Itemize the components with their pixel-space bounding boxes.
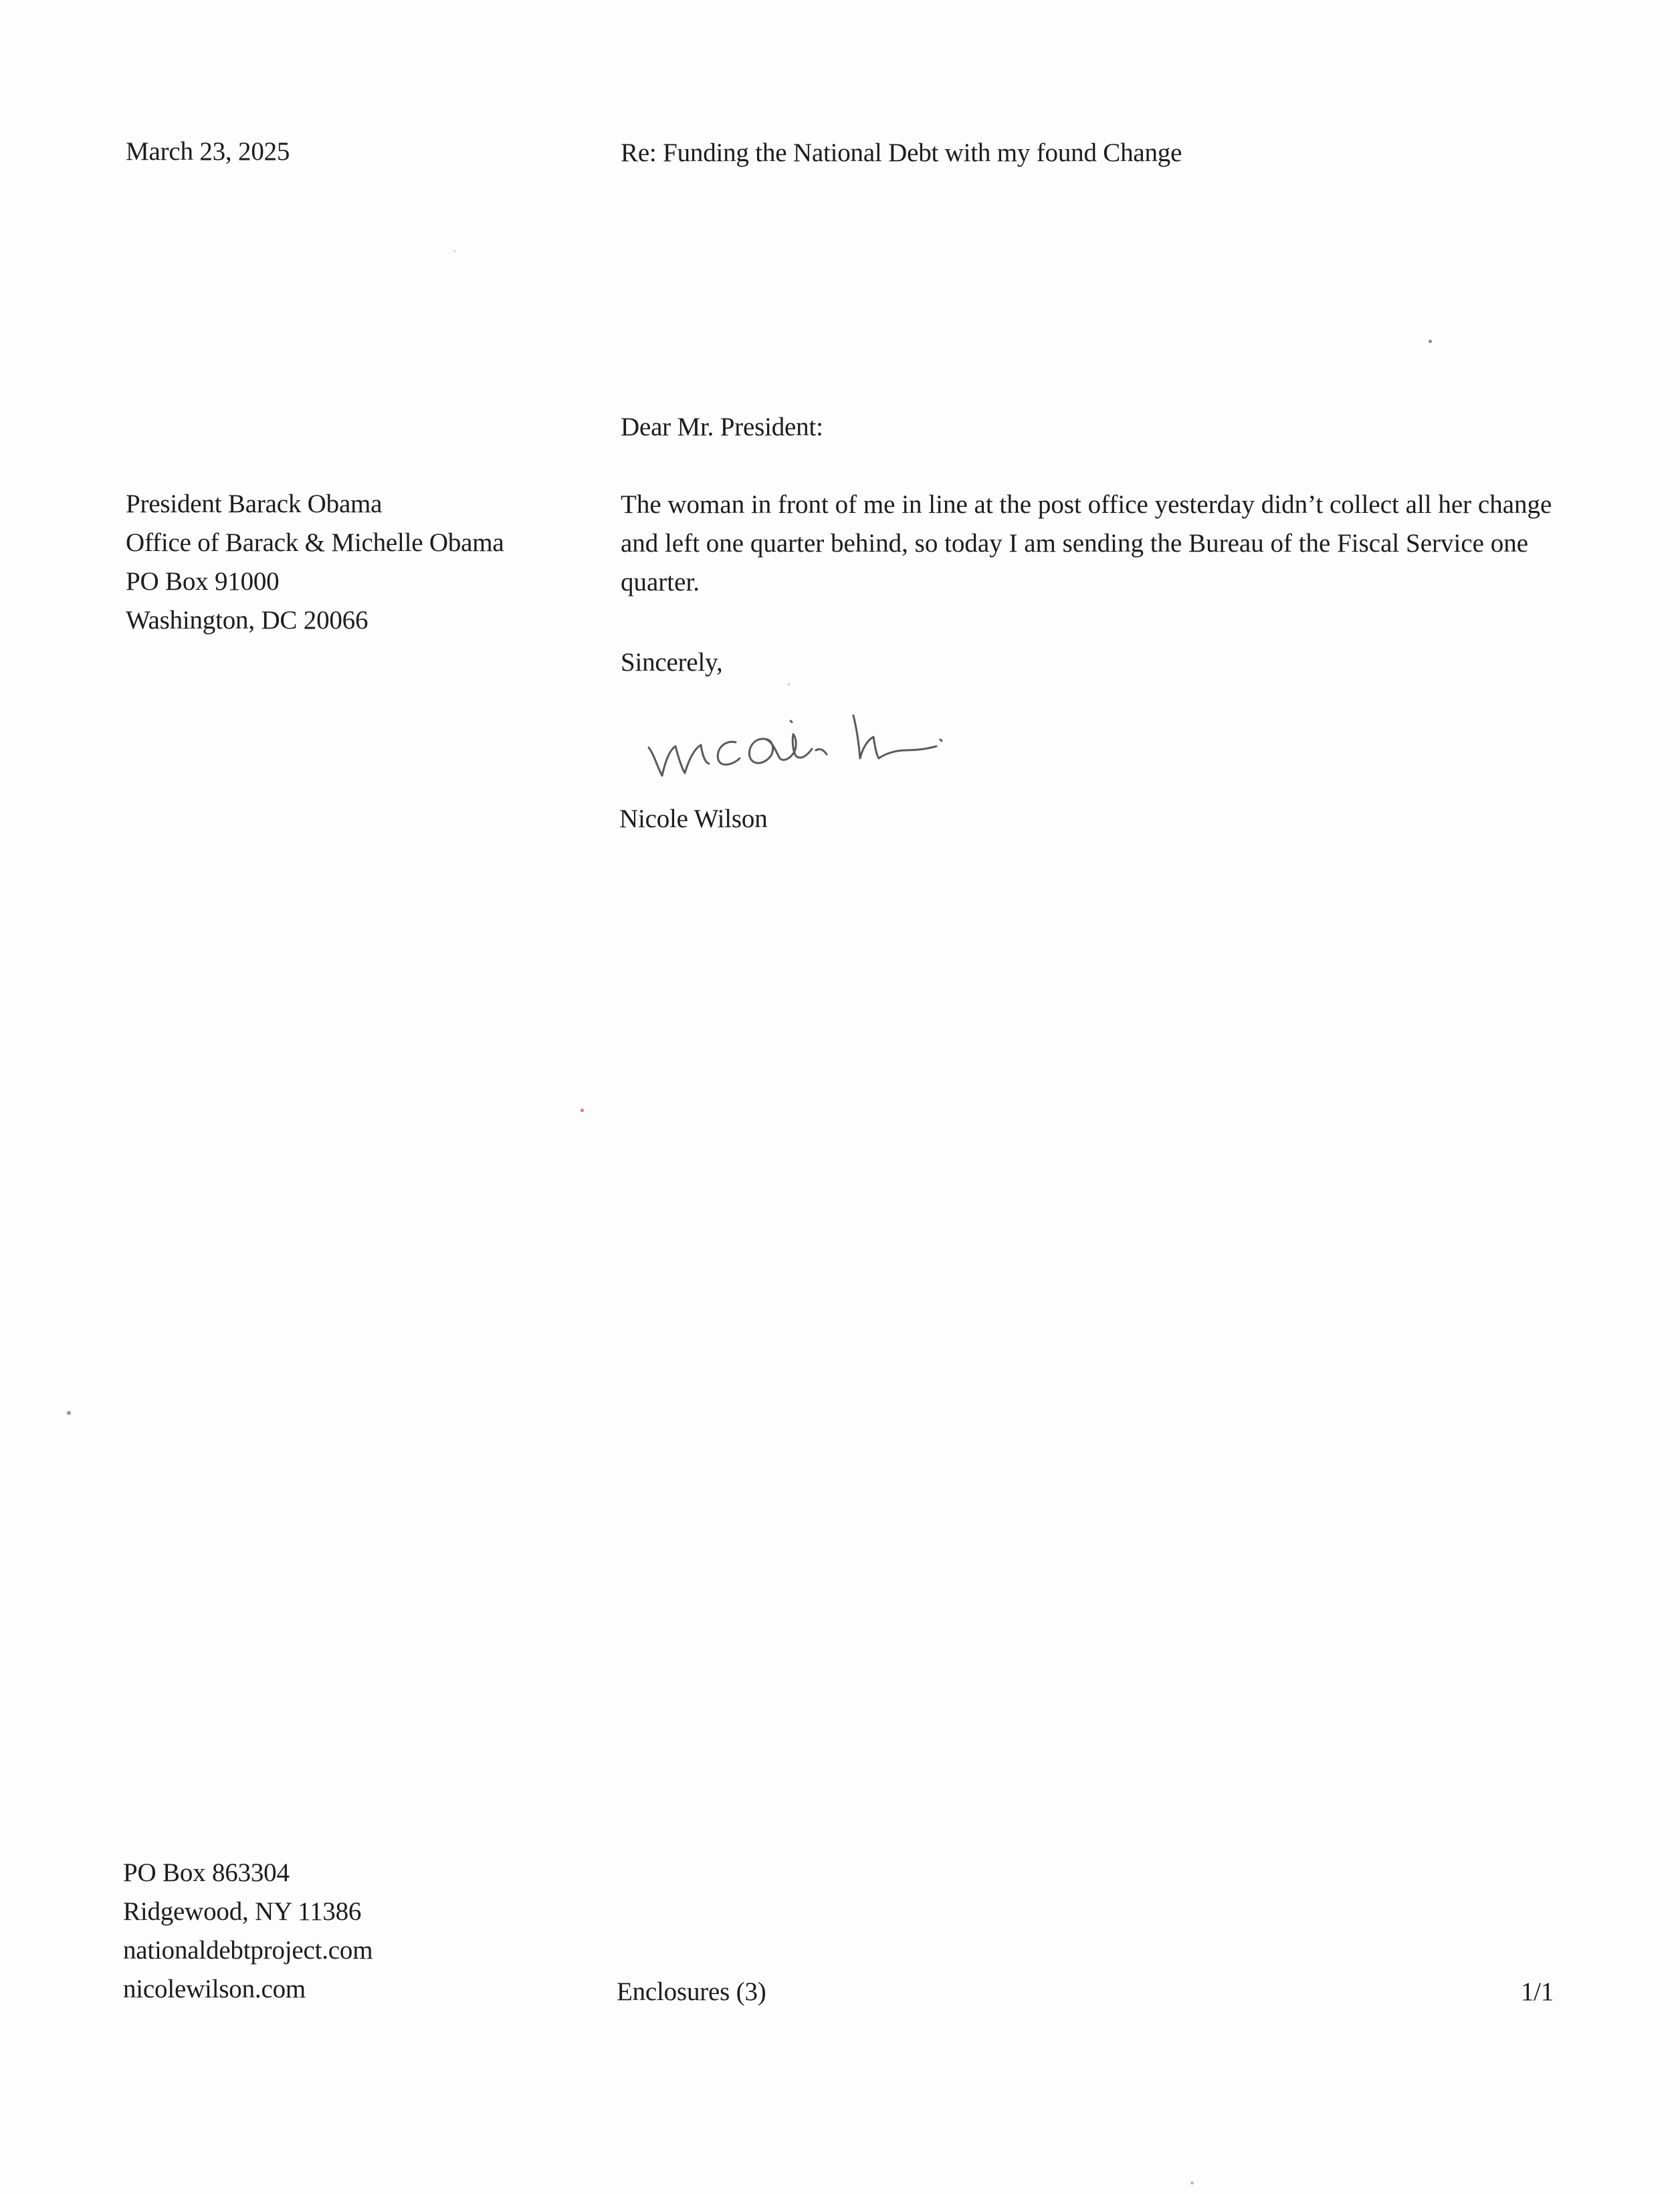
sender-line: Ridgewood, NY 11386 xyxy=(123,1897,362,1926)
sender-line: nationaldebtproject.com xyxy=(123,1936,373,1965)
signer-name: Nicole Wilson xyxy=(619,804,768,833)
salutation: Dear Mr. President: xyxy=(621,413,823,441)
scan-speck xyxy=(581,1109,584,1112)
sender-line: nicolewilson.com xyxy=(123,1975,306,2003)
letter-body: The woman in front of me in line at the post office yesterday didn’t collect all her change and left one quarter behind, so today I am sending the Bureau of the Fiscal Service one quarter. xyxy=(621,490,1552,596)
scan-speck xyxy=(453,250,455,252)
page-number: 1/1 xyxy=(1521,1977,1554,2006)
scan-speck xyxy=(1190,2181,1194,2185)
closing: Sincerely, xyxy=(621,648,723,677)
recipient-line: PO Box 91000 xyxy=(126,567,280,596)
sender-address xyxy=(123,1854,373,2009)
recipient-line: President Barack Obama xyxy=(126,489,383,518)
scan-speck xyxy=(788,683,790,685)
recipient-line: Washington, DC 20066 xyxy=(126,606,369,635)
letter-date: March 23, 2025 xyxy=(126,137,290,166)
recipient-line: Office of Barack & Michelle Obama xyxy=(126,528,504,557)
recipient-address xyxy=(126,485,504,640)
scan-speck xyxy=(1429,340,1432,343)
handwritten-signature xyxy=(635,675,956,796)
enclosures-note: Enclosures (3) xyxy=(617,1977,766,2006)
letter-subject: Re: Funding the National Debt with my found Change xyxy=(621,138,1182,167)
scan-speck xyxy=(67,1411,71,1415)
sender-line: PO Box 863304 xyxy=(123,1858,290,1887)
